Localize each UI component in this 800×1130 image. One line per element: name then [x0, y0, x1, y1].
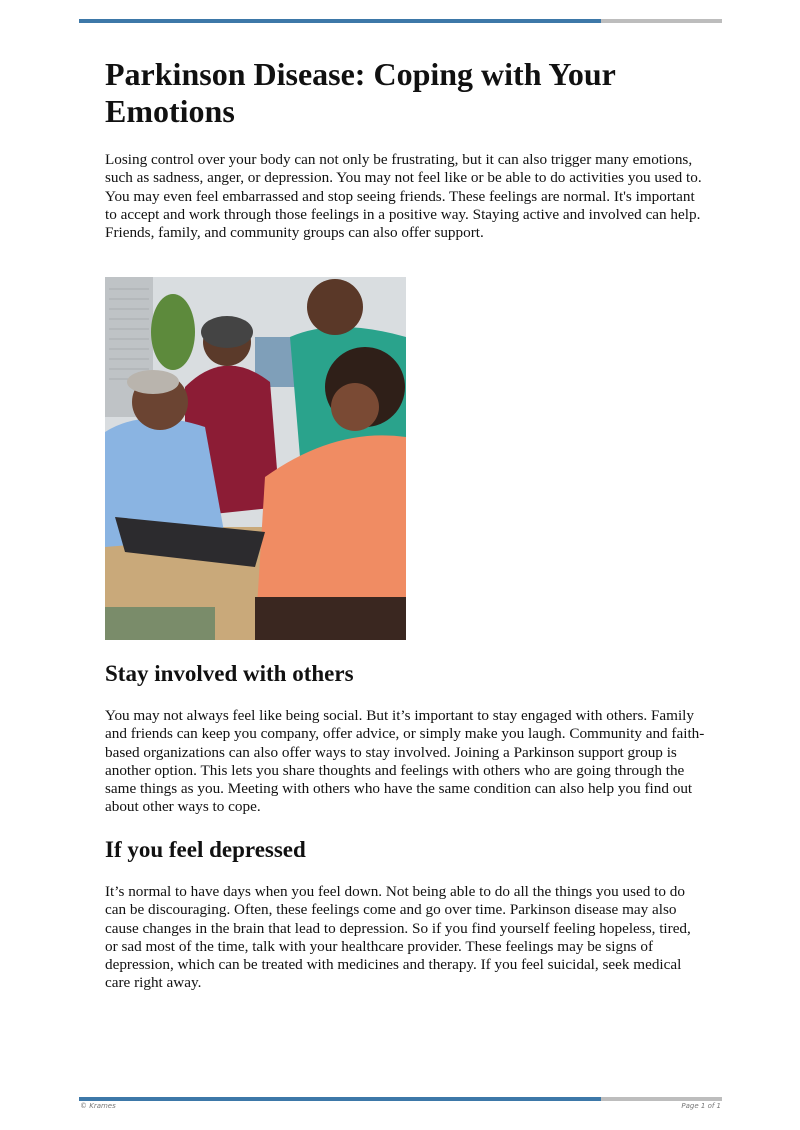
header-rule: [79, 19, 722, 23]
footer-page-number: Page 1 of 1: [681, 1102, 721, 1110]
family-photo: [105, 277, 406, 640]
header-rule-remainder: [601, 19, 722, 23]
section-heading-feel-depressed: If you feel depressed: [105, 837, 306, 862]
section-body-feel-depressed: It’s normal to have days when you feel down. Not being able to do all the things you used to do can be discouraging. Often, these feelings come and go over time. Parkinson disease may also cause changes in the brain that lead to depression. So if you find yourself feeling hopeless, tired, or sad most of the time, talk with your healthcare provider. These feelings may be signs of depression, which can be treated with medicines and therapy. If you feel suicidal, seek medical care right away.: [105, 883, 691, 992]
section-body-stay-involved: You may not always feel like being social. But it’s important to stay engaged with others. Family and friends can keep you company, offer advice, or simply make you laugh. Community and faith-based organizations can also offer ways to stay involved. Joining a Parkinson support group is another option. This lets you share thoughts and feelings with others who are going through the same things as you. Meeting with others who have the same condition can also help you find out about other ways to cope.: [105, 707, 705, 816]
page-title: Parkinson Disease: Coping with Your Emotions: [105, 56, 616, 129]
header-rule-accent: [79, 19, 601, 23]
section-heading-stay-involved: Stay involved with others: [105, 661, 354, 686]
intro-paragraph: Losing control over your body can not only be frustrating, but it can also trigger many emotions, such as sadness, anger, or depression. You may not feel like or be able to do activities you used to. You may even feel embarrassed and stop seeing friends. These feelings are normal. It's important to accept and work through those feelings in a positive way. Staying active and involved can help. Friends, family, and community groups can also offer support.: [105, 151, 702, 242]
footer-rule: [79, 1097, 722, 1101]
footer-rule-accent: [79, 1097, 601, 1101]
footer-copyright: © Krames: [80, 1102, 116, 1110]
footer-rule-remainder: [601, 1097, 722, 1101]
